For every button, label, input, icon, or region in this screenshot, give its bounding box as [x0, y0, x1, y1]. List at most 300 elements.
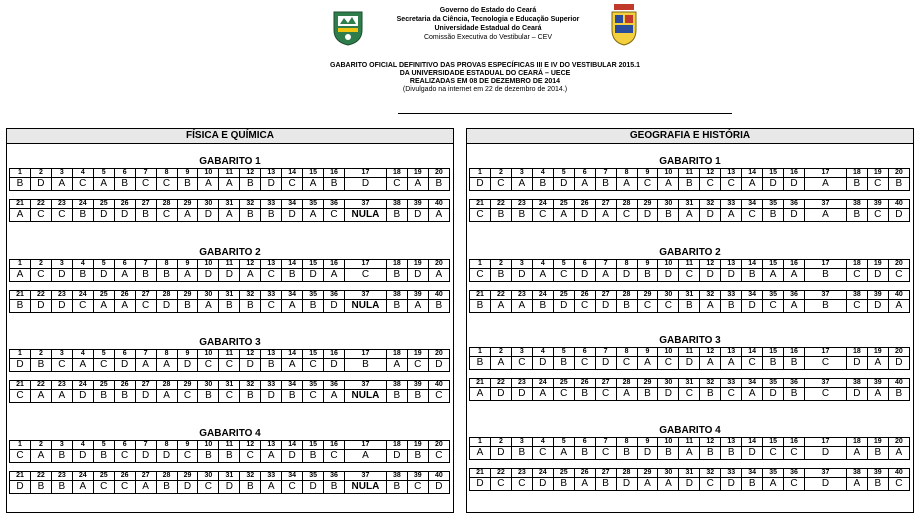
question-number: 25: [553, 200, 574, 209]
question-number: 30: [658, 469, 679, 478]
answer-cell: NULA: [345, 209, 387, 222]
answer-cell: D: [282, 450, 303, 463]
question-number: 8: [616, 260, 637, 269]
question-number: 11: [679, 169, 700, 178]
answer-cell: A: [532, 388, 553, 401]
answer-cell: A: [742, 388, 763, 401]
answer-table: [469, 378, 910, 401]
answer-row: [10, 209, 450, 222]
gabarito-block: [467, 425, 913, 491]
question-number: 12: [240, 169, 261, 178]
gabarito-block: [467, 335, 913, 401]
question-number: 6: [114, 441, 135, 450]
question-number: 14: [282, 441, 303, 450]
gabarito-block: [7, 156, 453, 222]
question-number: 31: [679, 200, 700, 209]
question-number-row: [470, 260, 910, 269]
question-number: 13: [721, 348, 742, 357]
answer-cell: D: [742, 300, 763, 313]
question-number: 21: [10, 472, 31, 481]
answer-cell: A: [282, 300, 303, 313]
answer-cell: A: [595, 269, 616, 282]
question-number: 16: [324, 441, 345, 450]
answer-row: [10, 359, 450, 372]
answer-cell: A: [93, 300, 114, 313]
gabarito-block: [467, 156, 913, 222]
question-number: 28: [616, 291, 637, 300]
answer-cell: B: [784, 357, 805, 370]
answer-cell: C: [30, 269, 51, 282]
question-number: 4: [72, 441, 93, 450]
answer-table: [469, 347, 910, 370]
answer-cell: C: [407, 359, 428, 372]
question-number: 30: [198, 291, 219, 300]
answer-cell: B: [637, 269, 658, 282]
question-number: 11: [679, 438, 700, 447]
answer-cell: D: [72, 390, 93, 403]
answer-cell: D: [742, 447, 763, 460]
question-number: 6: [574, 438, 595, 447]
answer-cell: A: [407, 178, 428, 191]
answer-cell: D: [490, 388, 511, 401]
question-number: 17: [805, 438, 847, 447]
question-number: 5: [553, 348, 574, 357]
question-number: 32: [240, 472, 261, 481]
question-number: 15: [763, 348, 784, 357]
answer-cell: C: [303, 359, 324, 372]
answer-cell: B: [51, 481, 72, 494]
institution-lines: [368, 6, 608, 42]
answer-cell: C: [407, 481, 428, 494]
answer-cell: A: [177, 209, 198, 222]
question-number: 2: [30, 350, 51, 359]
answer-cell: B: [742, 269, 763, 282]
answer-row: [10, 178, 450, 191]
question-number: 28: [156, 291, 177, 300]
answer-cell: A: [805, 209, 847, 222]
answer-cell: B: [261, 359, 282, 372]
answer-cell: D: [846, 357, 867, 370]
answer-cell: B: [511, 447, 532, 460]
answer-cell: B: [198, 390, 219, 403]
question-number: 35: [303, 472, 324, 481]
answer-table: [469, 437, 910, 460]
question-number: 15: [763, 438, 784, 447]
question-number: 18: [386, 441, 407, 450]
answer-cell: B: [177, 178, 198, 191]
answer-cell: C: [198, 359, 219, 372]
question-number: 17: [805, 260, 847, 269]
question-number: 11: [679, 348, 700, 357]
answer-cell: C: [742, 209, 763, 222]
question-number: 25: [93, 200, 114, 209]
answer-cell: NULA: [345, 300, 387, 313]
question-number: 28: [616, 200, 637, 209]
question-number: 34: [282, 291, 303, 300]
answer-cell: A: [700, 300, 721, 313]
answer-cell: D: [846, 388, 867, 401]
answer-cell: B: [135, 269, 156, 282]
question-number: 21: [10, 200, 31, 209]
question-number: 17: [345, 260, 387, 269]
question-number: 10: [198, 169, 219, 178]
answer-cell: C: [30, 209, 51, 222]
question-number: 25: [553, 469, 574, 478]
answer-row: [470, 357, 910, 370]
question-number: 28: [156, 200, 177, 209]
answer-row: [470, 447, 910, 460]
answer-cell: C: [303, 390, 324, 403]
answer-cell: D: [51, 300, 72, 313]
answer-cell: D: [177, 359, 198, 372]
answer-cell: A: [553, 209, 574, 222]
answer-cell: B: [553, 357, 574, 370]
answer-cell: C: [156, 209, 177, 222]
question-number: 21: [10, 381, 31, 390]
question-number: 13: [261, 260, 282, 269]
question-number: 25: [553, 291, 574, 300]
question-number: 16: [784, 438, 805, 447]
answer-cell: B: [72, 269, 93, 282]
answer-cell: B: [470, 357, 491, 370]
answer-cell: B: [386, 269, 407, 282]
question-number: 9: [177, 350, 198, 359]
question-number: 39: [407, 381, 428, 390]
answer-cell: D: [240, 359, 261, 372]
answer-table: [9, 440, 450, 463]
answer-cell: A: [888, 300, 909, 313]
question-number: 12: [700, 169, 721, 178]
question-number: 27: [135, 291, 156, 300]
answer-cell: C: [177, 390, 198, 403]
answer-cell: B: [742, 478, 763, 491]
answer-cell: D: [679, 478, 700, 491]
question-number: 13: [721, 169, 742, 178]
answer-cell: B: [532, 178, 553, 191]
question-number: 14: [282, 260, 303, 269]
answer-cell: D: [763, 178, 784, 191]
answer-cell: A: [324, 269, 345, 282]
answer-cell: D: [303, 269, 324, 282]
question-number: 23: [511, 200, 532, 209]
question-number: 12: [700, 260, 721, 269]
answer-cell: C: [93, 359, 114, 372]
answer-cell: C: [763, 300, 784, 313]
question-number: 2: [490, 260, 511, 269]
answer-table: [9, 290, 450, 313]
table-spacer: [467, 460, 913, 468]
question-number: 1: [10, 350, 31, 359]
answer-cell: A: [10, 209, 31, 222]
question-number: 30: [198, 200, 219, 209]
answer-cell: A: [867, 388, 888, 401]
answer-cell: A: [114, 269, 135, 282]
answer-cell: B: [721, 447, 742, 460]
question-number-row: [10, 472, 450, 481]
question-number: 20: [888, 438, 909, 447]
answer-cell: A: [72, 359, 93, 372]
question-number: 5: [93, 169, 114, 178]
answer-cell: C: [595, 388, 616, 401]
question-number: 37: [805, 469, 847, 478]
answer-cell: D: [407, 269, 428, 282]
answer-cell: D: [51, 269, 72, 282]
answer-cell: C: [282, 481, 303, 494]
answer-table: [9, 380, 450, 403]
answer-table: [469, 259, 910, 282]
answer-cell: B: [574, 388, 595, 401]
question-number: 13: [261, 350, 282, 359]
answer-cell: A: [574, 478, 595, 491]
question-number: 26: [574, 379, 595, 388]
answer-cell: C: [532, 209, 553, 222]
question-number: 7: [135, 260, 156, 269]
question-number: 26: [114, 291, 135, 300]
answer-cell: B: [303, 450, 324, 463]
question-number: 10: [658, 169, 679, 178]
answer-cell: C: [490, 478, 511, 491]
question-number: 18: [846, 169, 867, 178]
question-number: 21: [10, 291, 31, 300]
answer-cell: B: [177, 300, 198, 313]
question-number: 25: [93, 291, 114, 300]
question-number: 26: [574, 291, 595, 300]
answer-cell: C: [177, 450, 198, 463]
answer-cell: A: [490, 357, 511, 370]
answer-cell: A: [763, 269, 784, 282]
question-number: 18: [846, 260, 867, 269]
question-number: 3: [51, 169, 72, 178]
answer-cell: A: [616, 388, 637, 401]
answer-cell: B: [240, 390, 261, 403]
answer-cell: A: [72, 481, 93, 494]
answer-cell: A: [553, 447, 574, 460]
question-number: 33: [261, 381, 282, 390]
question-number: 14: [742, 169, 763, 178]
answer-cell: B: [763, 357, 784, 370]
answer-cell: D: [867, 300, 888, 313]
answer-cell: C: [742, 357, 763, 370]
question-number: 8: [156, 260, 177, 269]
question-number: 21: [470, 200, 491, 209]
answer-cell: A: [846, 478, 867, 491]
question-number: 1: [10, 441, 31, 450]
exam-title-line3: REALIZADAS EM 08 DE DEZEMBRO DE 2014: [409, 78, 561, 85]
question-number: 31: [219, 291, 240, 300]
question-number: 24: [72, 200, 93, 209]
answer-row: [470, 178, 910, 191]
question-number: 15: [303, 169, 324, 178]
answer-cell: B: [93, 390, 114, 403]
gabarito-title: GABARITO 2: [199, 247, 261, 258]
question-number: 20: [428, 169, 449, 178]
question-number: 19: [407, 441, 428, 450]
answer-cell: B: [658, 447, 679, 460]
answer-cell: A: [324, 390, 345, 403]
question-number: 3: [51, 350, 72, 359]
answer-cell: D: [532, 478, 553, 491]
question-number: 22: [490, 379, 511, 388]
answer-cell: D: [616, 269, 637, 282]
answer-cell: D: [261, 178, 282, 191]
question-number: 7: [595, 348, 616, 357]
answer-cell: C: [679, 388, 700, 401]
answer-cell: D: [784, 209, 805, 222]
answer-cell: A: [574, 178, 595, 191]
question-number: 13: [721, 438, 742, 447]
question-number: 35: [763, 379, 784, 388]
question-number: 17: [345, 441, 387, 450]
question-number: 27: [135, 472, 156, 481]
answer-cell: D: [595, 300, 616, 313]
answer-cell: B: [219, 300, 240, 313]
answer-cell: A: [888, 447, 909, 460]
question-number: 14: [282, 350, 303, 359]
question-number: 3: [511, 438, 532, 447]
question-number: 14: [742, 348, 763, 357]
question-number: 39: [407, 200, 428, 209]
question-number: 12: [240, 260, 261, 269]
question-number: 39: [867, 200, 888, 209]
answer-cell: D: [616, 478, 637, 491]
answer-cell: D: [93, 209, 114, 222]
question-number: 8: [616, 169, 637, 178]
question-number: 24: [532, 291, 553, 300]
question-number: 12: [700, 348, 721, 357]
answer-cell: A: [198, 178, 219, 191]
answer-cell: D: [805, 478, 847, 491]
question-number: 24: [72, 381, 93, 390]
question-number: 8: [156, 441, 177, 450]
answer-cell: A: [345, 450, 387, 463]
question-number: 39: [867, 291, 888, 300]
question-number: 36: [324, 200, 345, 209]
answer-cell: D: [30, 300, 51, 313]
answer-cell: C: [10, 450, 31, 463]
answer-row: [10, 481, 450, 494]
answer-cell: D: [114, 209, 135, 222]
question-number: 33: [721, 291, 742, 300]
question-number: 19: [867, 438, 888, 447]
question-number: 19: [407, 169, 428, 178]
uece-crest-icon: [611, 4, 637, 46]
question-number: 37: [805, 291, 847, 300]
answer-cell: B: [386, 390, 407, 403]
question-number: 35: [763, 200, 784, 209]
answer-cell: C: [51, 209, 72, 222]
question-number: 40: [428, 200, 449, 209]
question-number: 7: [135, 350, 156, 359]
question-number: 11: [679, 260, 700, 269]
answer-cell: C: [470, 269, 491, 282]
answer-cell: D: [658, 388, 679, 401]
question-number: 6: [114, 260, 135, 269]
question-number: 21: [470, 379, 491, 388]
question-number: 14: [742, 260, 763, 269]
question-number: 34: [742, 291, 763, 300]
question-number: 32: [700, 291, 721, 300]
answer-cell: B: [721, 300, 742, 313]
answer-cell: B: [282, 390, 303, 403]
question-number: 2: [30, 169, 51, 178]
question-number: 12: [240, 350, 261, 359]
question-number: 24: [72, 291, 93, 300]
answer-cell: A: [156, 359, 177, 372]
question-number: 5: [553, 169, 574, 178]
question-number: 23: [51, 472, 72, 481]
question-number: 31: [679, 291, 700, 300]
question-number-row: [470, 200, 910, 209]
answer-cell: B: [135, 209, 156, 222]
answer-cell: C: [386, 178, 407, 191]
question-number: 4: [532, 260, 553, 269]
answer-cell: B: [805, 269, 847, 282]
panel-title: FÍSICA E QUÍMICA: [7, 129, 453, 144]
answer-cell: B: [240, 178, 261, 191]
answer-cell: B: [198, 450, 219, 463]
answer-cell: A: [51, 178, 72, 191]
question-number: 12: [700, 438, 721, 447]
question-number: 26: [114, 381, 135, 390]
question-number: 38: [846, 291, 867, 300]
answer-cell: B: [679, 178, 700, 191]
question-number: 14: [282, 169, 303, 178]
answer-cell: C: [219, 390, 240, 403]
answer-cell: B: [700, 447, 721, 460]
question-number: 33: [261, 291, 282, 300]
answer-cell: C: [72, 178, 93, 191]
question-number: 21: [470, 469, 491, 478]
answer-cell: C: [679, 269, 700, 282]
answer-cell: D: [574, 209, 595, 222]
question-number: 6: [574, 348, 595, 357]
question-number: 23: [511, 379, 532, 388]
question-number: 26: [114, 200, 135, 209]
question-number-row: [10, 169, 450, 178]
answer-table: [469, 199, 910, 222]
question-number: 22: [490, 469, 511, 478]
answer-cell: D: [324, 359, 345, 372]
answer-cell: A: [532, 269, 553, 282]
question-number: 19: [407, 350, 428, 359]
fisica-quimica-panel: [6, 128, 454, 513]
answer-cell: D: [135, 450, 156, 463]
gabarito-title: GABARITO 4: [659, 425, 721, 436]
answer-cell: B: [386, 300, 407, 313]
answer-table: [469, 468, 910, 491]
answer-cell: B: [324, 481, 345, 494]
question-number: 1: [10, 260, 31, 269]
question-number: 40: [428, 291, 449, 300]
answer-cell: C: [805, 388, 847, 401]
question-number: 16: [324, 260, 345, 269]
answer-cell: C: [867, 178, 888, 191]
answer-cell: B: [428, 300, 449, 313]
answer-cell: C: [574, 357, 595, 370]
answer-cell: A: [135, 359, 156, 372]
question-number-row: [10, 350, 450, 359]
answer-cell: D: [763, 388, 784, 401]
question-number: 20: [888, 169, 909, 178]
answer-cell: A: [470, 447, 491, 460]
answer-cell: A: [679, 447, 700, 460]
question-number: 6: [114, 169, 135, 178]
question-number: 34: [282, 200, 303, 209]
answer-cell: D: [177, 481, 198, 494]
answer-cell: C: [805, 357, 847, 370]
answer-cell: B: [10, 178, 31, 191]
secretaria-line: Secretaria da Ciência, Tecnologia e Educação Superior: [396, 16, 580, 23]
